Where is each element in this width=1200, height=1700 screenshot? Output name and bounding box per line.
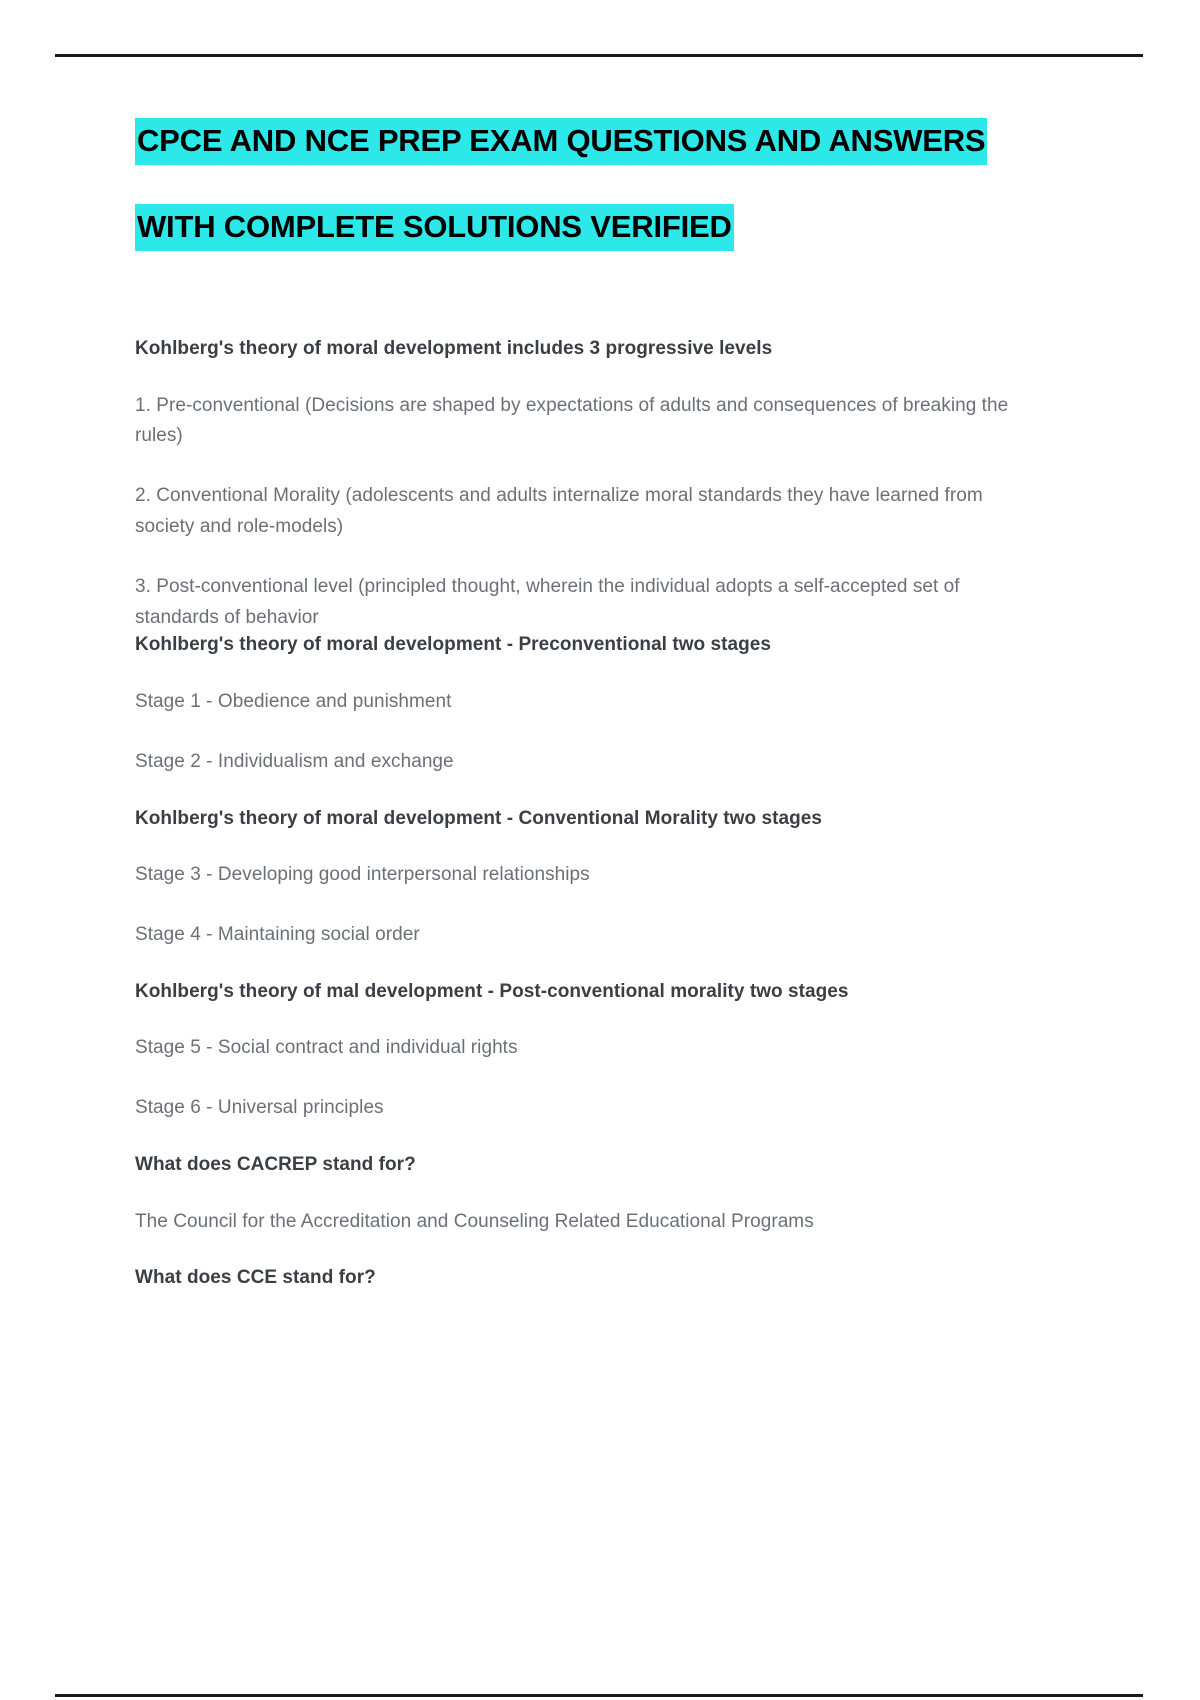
title-highlight-2: WITH COMPLETE SOLUTIONS VERIFIED [135,204,734,251]
qa-question: Kohlberg's theory of mal development - Post-conventional morality two stages [135,980,849,1002]
document-title [135,125,1035,242]
qa-answer: 2. Conventional Morality (adolescents and adults internalize moral standards they have learned from society and role-models) [135,485,983,537]
qa-answer: Stage 4 - Maintaining social order [135,923,420,945]
qa-question: Kohlberg's theory of moral development includes 3 progressive levels [135,338,773,359]
qa-item [135,1266,1035,1291]
page-top-rule [55,54,1143,57]
qa-item [135,337,1035,633]
title-highlight-1: CPCE AND NCE PREP EXAM QUESTIONS AND ANSWERS [135,118,987,165]
qa-answer: 1. Pre-conventional (Decisions are shaped by expectations of adults and consequences of breaking the rules) [135,394,1009,447]
qa-answer: Stage 5 - Social contract and individual rights [135,1037,518,1059]
qa-answer: The Council for the Accreditation and Counseling Related Educational Programs [135,1210,814,1232]
qa-list [135,337,1035,1291]
page-bottom-rule [55,1694,1143,1697]
qa-item [135,1153,1035,1237]
title-line-1 [135,125,1035,156]
qa-item [135,980,1035,1124]
qa-answer: 3. Post-conventional level (principled thought, wherein the individual adopts a self-accepted set of standards of behavior [135,575,960,628]
qa-question: What does CCE stand for? [135,1267,376,1289]
qa-answer: Stage 6 - Universal principles [135,1097,384,1119]
qa-item [135,807,1035,951]
title-line-2 [135,211,1035,242]
qa-answer: Stage 3 - Developing good interpersonal relationships [135,864,590,886]
qa-answer: Stage 1 - Obedience and punishment [135,690,452,712]
qa-item [135,633,1035,777]
qa-answer: Stage 2 - Individualism and exchange [135,750,454,772]
qa-question: Kohlberg's theory of moral development - Preconventional two stages [135,634,772,656]
qa-question: What does CACREP stand for? [135,1153,416,1175]
document-content [135,125,1035,1320]
qa-question: Kohlberg's theory of moral development - Conventional Morality two stages [135,807,822,829]
